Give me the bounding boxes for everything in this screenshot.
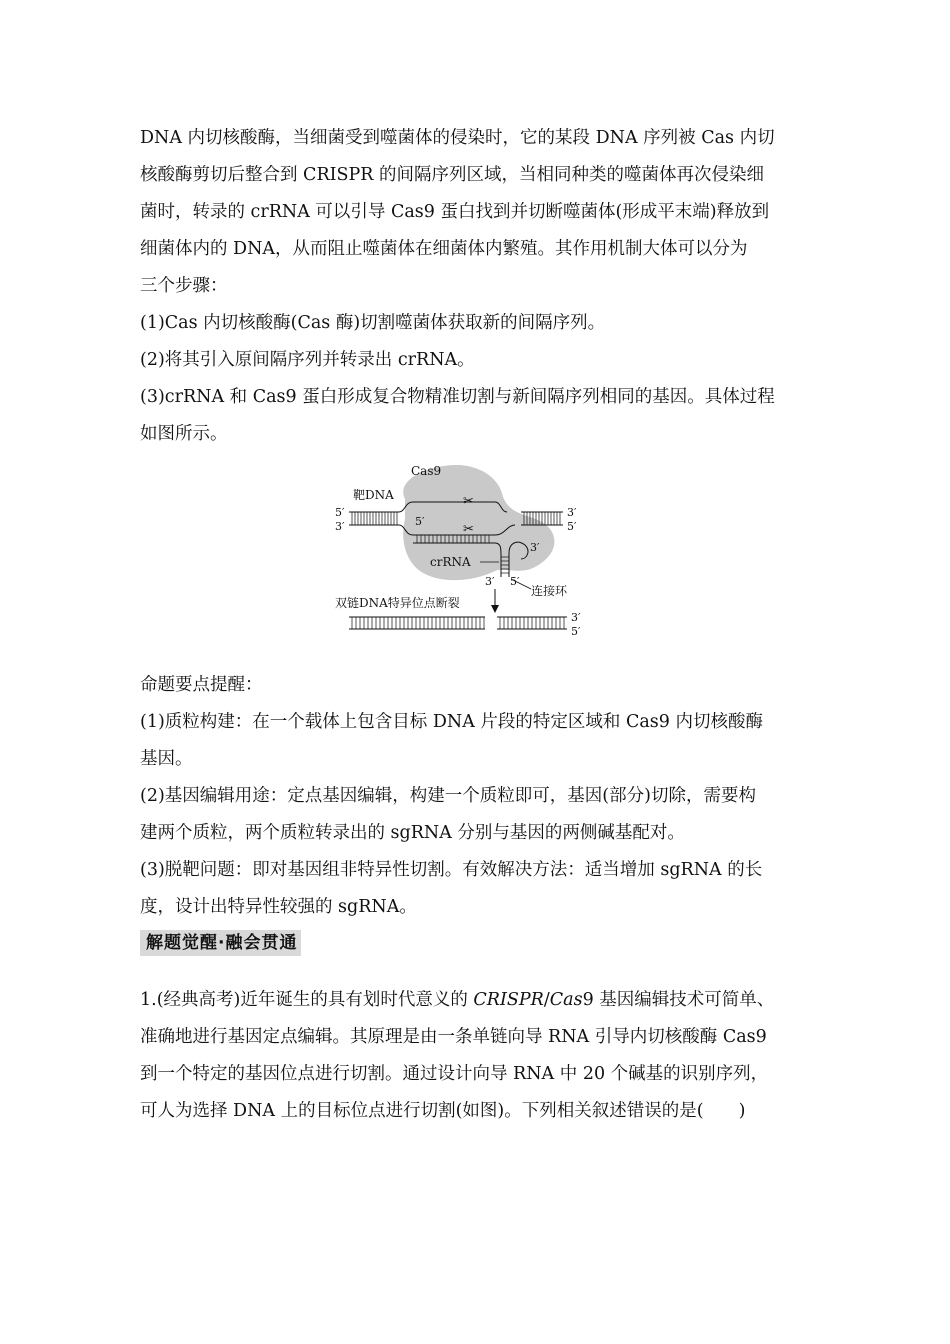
page-content	[140, 120, 812, 1130]
question-line-2: 准确地进行基因定点编辑。其原理是由一条单链向导 RNA 引导内切核酸酶 Cas9	[140, 1027, 767, 1047]
points-title: 命题要点提醒：	[140, 675, 263, 695]
intro-line-2: 核酸酶剪切后整合到 CRISPR 的间隔序列区域，当相同种类的噬菌体再次侵染细	[140, 165, 765, 185]
target-dna-label: 靶DNA	[353, 488, 394, 502]
intro-line-1: DNA 内切核酸酶，当细菌受到噬菌体的侵染时，它的某段 DNA 序列被 Cas 内切	[140, 128, 775, 148]
right-3-prime: 3′	[567, 506, 577, 519]
break-label: 双链DNA特异位点断裂	[335, 596, 460, 610]
point-2-line-2: 建两个质粒，两个质粒转录出的 sgRNA 分别与基因的两侧碱基配对。	[140, 823, 685, 843]
stem-3-prime: 3′	[485, 575, 495, 588]
crispr-cas9-diagram	[140, 459, 812, 659]
bottom-3-prime: 3′	[571, 611, 581, 624]
left-3-prime: 3′	[335, 520, 345, 533]
point-1-line-2: 基因。	[140, 749, 193, 769]
intro-line-5: 三个步骤：	[140, 276, 228, 296]
point-3-line-1: (3)脱靶问题：即对基因组非特异性切割。有效解决方法：适当增加 sgRNA 的长	[140, 860, 763, 880]
crrna-3-prime-inner: 3′	[530, 541, 540, 554]
cas9-label: Cas9	[411, 464, 442, 478]
scissors-icon-top: ✂	[463, 494, 474, 509]
bottom-dna-right	[497, 617, 567, 629]
scissors-icon-bottom: ✂	[463, 522, 474, 537]
bottom-5-prime: 5′	[571, 625, 581, 638]
question-line-4: 可人为选择 DNA 上的目标位点进行切割(如图)。下列相关叙述错误的是( )	[140, 1101, 746, 1121]
break-arrow-head	[491, 605, 499, 613]
point-1-line-1: (1)质粒构建：在一个载体上包含目标 DNA 片段的特定区域和 Cas9 内切核酸酶	[140, 712, 763, 732]
question-line-3: 到一个特定的基因位点进行切割。通过设计向导 RNA 中 20 个碱基的识别序列，	[140, 1064, 769, 1084]
crrna-5-prime: 5′	[415, 515, 425, 528]
step-1: (1)Cas 内切核酸酶(Cas 酶)切割噬菌体获取新的间隔序列。	[140, 313, 606, 333]
point-3-line-2: 度，设计出特异性较强的 sgRNA。	[140, 897, 417, 917]
right-dna-strands	[521, 512, 563, 525]
bottom-dna-left	[349, 617, 485, 629]
left-5-prime: 5′	[335, 506, 345, 519]
crrna-label: crRNA	[430, 555, 471, 569]
point-2-line-1: (2)基因编辑用途：定点基因编辑，构建一个质粒即可，基因(部分)切除，需要构	[140, 786, 756, 806]
section-heading: 解题觉醒·融会贯通	[140, 930, 301, 956]
right-5-prime: 5′	[567, 520, 577, 533]
step-3-line-2: 如图所示。	[140, 424, 228, 444]
cas9-protein-shape	[403, 465, 554, 580]
intro-line-4: 细菌体内的 DNA，从而阻止噬菌体在细菌体内繁殖。其作用机制大体可以分为	[140, 239, 748, 259]
loop-label: 连接环	[531, 584, 568, 598]
question-line-1: 1.(经典高考)近年诞生的具有划时代意义的 CRISPR/Cas9 基因编辑技术可简单、	[140, 990, 775, 1010]
stem-5-prime: 5′	[510, 575, 520, 588]
intro-line-3: 菌时，转录的 crRNA 可以引导 Cas9 蛋白找到并切断噬菌体(形成平末端)释放到	[140, 202, 770, 222]
step-2: (2)将其引入原间隔序列并转录出 crRNA。	[140, 350, 475, 370]
step-3-line-1: (3)crRNA 和 Cas9 蛋白形成复合物精准切割与新间隔序列相同的基因。具体过程	[140, 387, 775, 407]
